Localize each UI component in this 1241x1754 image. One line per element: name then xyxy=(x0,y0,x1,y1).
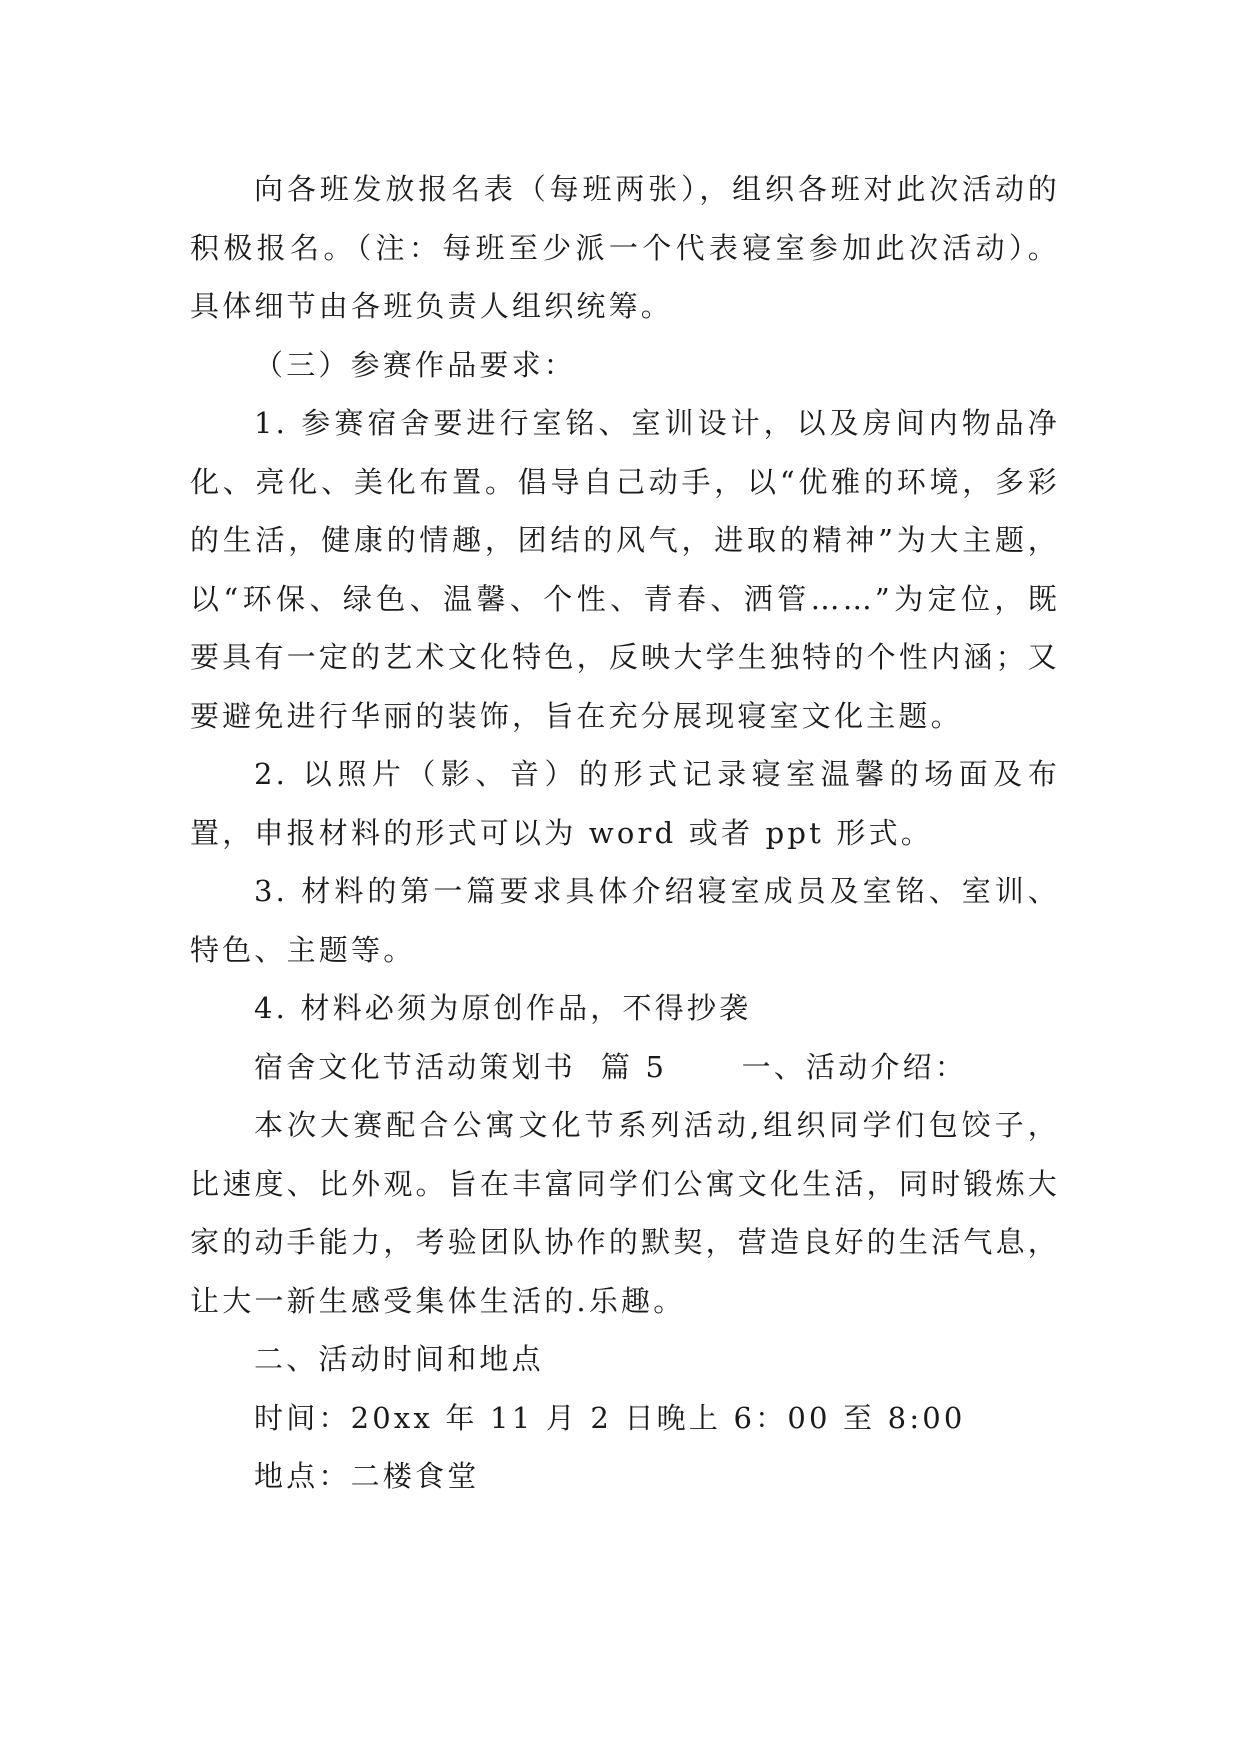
paragraph-requirement-1: 1. 参赛宿舍要进行室铭、室训设计，以及房间内物品净化、亮化、美化布置。倡导自己动手，以“优雅的环境，多彩的生活，健康的情趣，团结的风气，进取的精神”为大主题，以“环保、绿色、温馨、个性、青春、洒管……”为定位，既要具有一定的艺术文化特色，反映大学生独特的个性内涵；又要避免进行华丽的装饰，旨在充分展现寝室文化主题。 xyxy=(190,406,1060,733)
paragraph-activity-intro: 本次大赛配合公寓文化节系列活动,组织同学们包饺子，比速度、比外观。旨在丰富同学们公寓文化生活，同时锻炼大家的动手能力，考验团队协作的默契，营造良好的生活气息，让大一新生感受集体生活的.乐趣。 xyxy=(190,1108,1060,1318)
paragraph-requirement-2: 2. 以照片（影、音）的形式记录寝室温馨的场面及布置，申报材料的形式可以为 word 或者 ppt 形式。 xyxy=(190,757,1060,850)
document-body xyxy=(190,160,1060,1506)
paragraph-registration: 向各班发放报名表（每班两张），组织各班对此次活动的积极报名。（注：每班至少派一个代表寝室参加此次活动）。具体细节由各班负责人组织统筹。 xyxy=(190,172,1060,323)
section-heading-time-place: 二、活动时间和地点 xyxy=(254,1342,544,1376)
paragraph-requirement-3: 3. 材料的第一篇要求具体介绍寝室成员及室铭、室训、特色、主题等。 xyxy=(190,874,1060,967)
paragraph-requirement-4: 4. 材料必须为原创作品，不得抄袭 xyxy=(254,991,752,1025)
section-heading-requirements: （三）参赛作品要求： xyxy=(254,347,577,382)
paragraph-time: 时间：20xx 年 11 月 2 日晚上 6：00 至 8:00 xyxy=(254,1400,966,1435)
paragraph-place: 地点：二楼食堂 xyxy=(254,1459,480,1493)
article-title-line: 宿舍文化节活动策划书 篇 5 一、活动介绍： xyxy=(254,1049,968,1084)
